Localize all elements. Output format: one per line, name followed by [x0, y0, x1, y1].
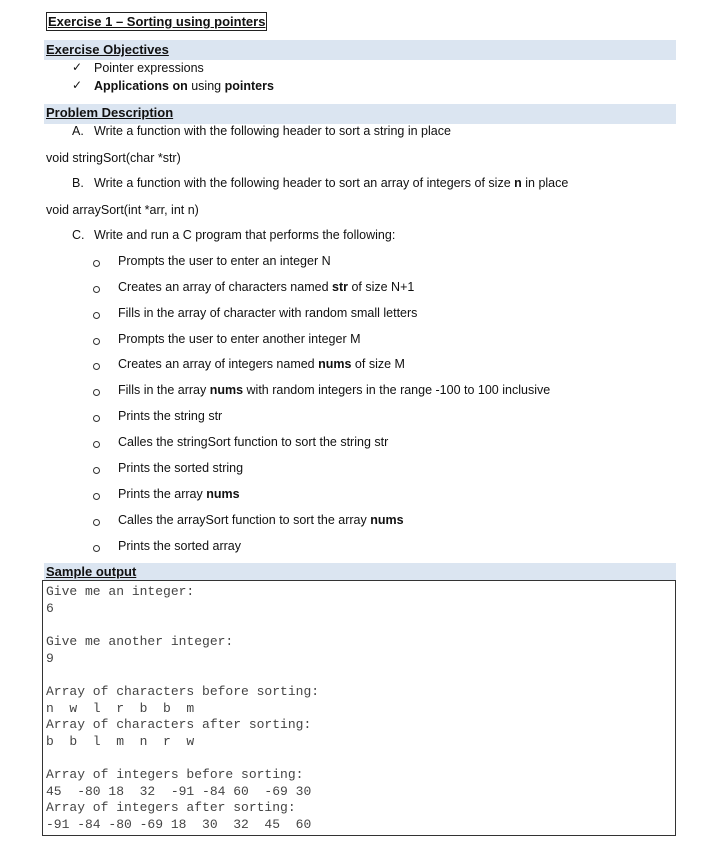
bullet-circle-icon	[93, 467, 100, 474]
output-line: Array of integers before sorting:	[46, 767, 304, 782]
objectives-heading: Exercise Objectives	[46, 42, 169, 57]
bullet-circle-icon	[93, 415, 100, 422]
item-a-label: A.	[72, 124, 84, 138]
task-item: Prints the string str	[118, 409, 223, 423]
output-line: Array of integers after sorting:	[46, 800, 296, 815]
problem-heading: Problem Description	[46, 105, 174, 120]
bullet-circle-icon	[93, 519, 100, 526]
item-b-text: Write a function with the following header to sort an array of integers of size n in place	[94, 176, 569, 190]
bullet-circle-icon	[93, 441, 100, 448]
item-c-text: Write and run a C program that performs the following:	[94, 228, 396, 242]
output-line: n w l r b b m	[46, 701, 195, 716]
bullet-circle-icon	[93, 338, 100, 345]
output-line: Give me an integer:	[46, 584, 195, 599]
item-b-label: B.	[72, 176, 84, 190]
output-line: b b l m n r w	[46, 734, 195, 749]
output-line: 6	[46, 601, 54, 616]
task-item: Prompts the user to enter an integer N	[118, 254, 331, 268]
task-item: Prints the sorted array	[118, 539, 241, 553]
bullet-circle-icon	[93, 363, 100, 370]
output-line: -91 -84 -80 -69 18 30 32 45 60	[46, 817, 312, 832]
bullet-circle-icon	[93, 286, 100, 293]
bullet-circle-icon	[93, 312, 100, 319]
check-icon: ✓	[72, 60, 83, 74]
task-item: Fills in the array nums with random integers in the range -100 to 100 inclusive	[118, 383, 551, 397]
output-line: 9	[46, 651, 54, 666]
bullet-circle-icon	[93, 389, 100, 396]
output-line: Array of characters before sorting:	[46, 684, 320, 699]
item-a-text: Write a function with the following header to sort a string in place	[94, 124, 451, 138]
objective-item-1: Pointer expressions	[94, 61, 204, 75]
bullet-circle-icon	[93, 260, 100, 267]
task-item: Prints the sorted string	[118, 461, 244, 475]
task-item: Prompts the user to enter another integer M	[118, 332, 361, 346]
task-item: Creates an array of characters named str of size N+1	[118, 280, 415, 294]
task-item: Creates an array of integers named nums of size M	[118, 357, 405, 371]
task-item: Calles the arraySort function to sort the array nums	[118, 513, 404, 527]
task-item: Prints the array nums	[118, 487, 240, 501]
output-line: 45 -80 18 32 -91 -84 60 -69 30	[46, 784, 312, 799]
item-c-label: C.	[72, 228, 85, 242]
task-item: Calles the stringSort function to sort the string str	[118, 435, 389, 449]
array-sort-header: void arraySort(int *arr, int n)	[46, 203, 199, 217]
sample-heading: Sample output	[46, 564, 137, 579]
output-line: Array of characters after sorting:	[46, 717, 312, 732]
check-icon: ✓	[72, 78, 83, 92]
bullet-circle-icon	[93, 493, 100, 500]
string-sort-header: void stringSort(char *str)	[46, 151, 181, 165]
task-item: Fills in the array of character with random small letters	[118, 306, 418, 320]
output-line: Give me another integer:	[46, 634, 234, 649]
bullet-circle-icon	[93, 545, 100, 552]
exercise-title: Exercise 1 – Sorting using pointers	[48, 14, 266, 29]
objective-item-2: Applications on using pointers	[94, 79, 274, 93]
sample-band	[44, 563, 676, 581]
